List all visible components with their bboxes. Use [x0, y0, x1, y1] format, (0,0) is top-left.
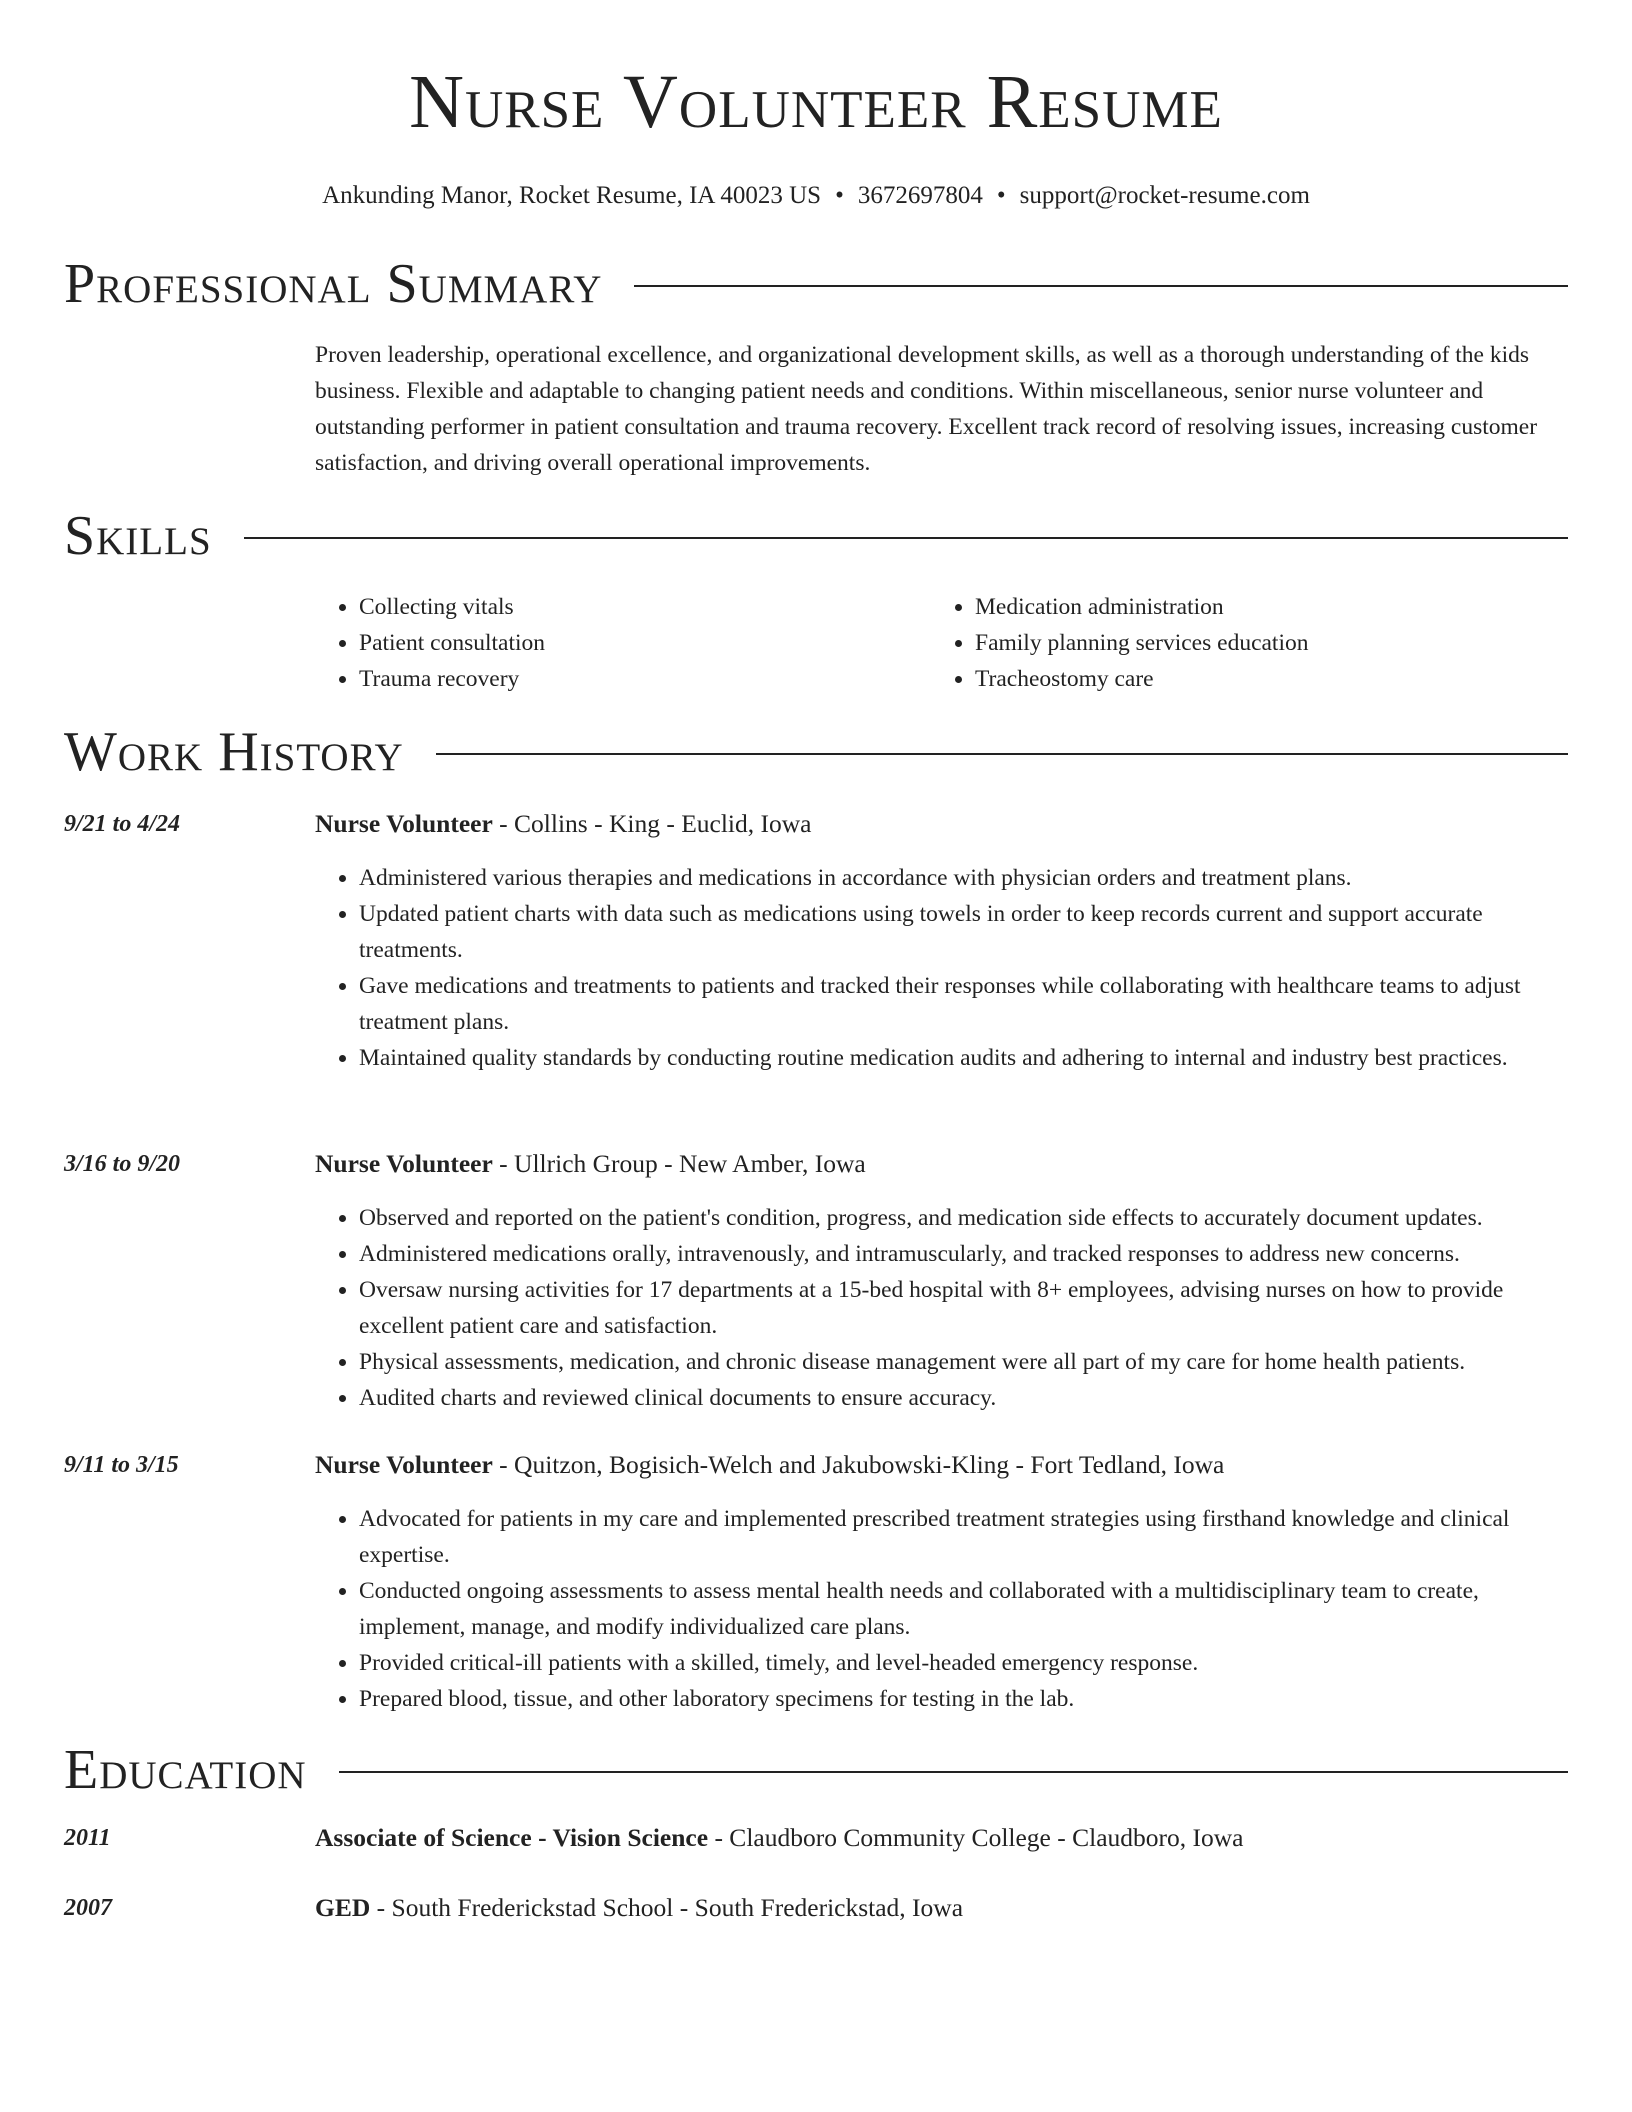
job-bullet: • Administered medications orally, intravenously, and intramuscularly, and tracked responses to address new concerns. [359, 1236, 1568, 1272]
job-details: - Ullrich Group - New Amber, Iowa [492, 1149, 866, 1178]
resume-title: Nurse Volunteer Resume [409, 60, 1223, 144]
education-section-header [64, 1738, 1568, 1802]
education-line [315, 1820, 1568, 1856]
skills-section-header [64, 504, 1568, 568]
skill-item: • Trauma recovery [359, 661, 931, 697]
education-details: - Claudboro Community College - Claudboro, Iowa [708, 1823, 1244, 1852]
job-title-line [315, 1146, 1568, 1182]
education-entry [315, 1890, 1568, 1926]
education-degree: GED [315, 1893, 371, 1922]
job-details: - Quitzon, Bogisich-Welch and Jakubowski-Kling - Fort Tedland, Iowa [492, 1450, 1225, 1479]
work-heading: Work History [64, 721, 404, 783]
contact-line [64, 180, 1568, 212]
section-divider [339, 1771, 1568, 1773]
address: Ankunding Manor, Rocket Resume, IA 40023 US [322, 182, 822, 209]
section-divider [634, 285, 1568, 287]
job-bullets [315, 860, 1568, 1076]
phone: 3672697804 [857, 182, 983, 209]
education-heading: Education [64, 1739, 307, 1801]
education-year: 2007 [64, 1895, 112, 1921]
section-divider [436, 753, 1568, 755]
job-bullet: • Maintained quality standards by conducting routine medication audits and adhering to internal and industry best practices. [359, 1040, 1568, 1076]
job-details: - Collins - King - Euclid, Iowa [492, 809, 812, 838]
contact-separator: • [835, 182, 844, 209]
job-bullet: • Advocated for patients in my care and implemented prescribed treatment strategies using firsthand knowledge and clinical expertise. [359, 1501, 1568, 1573]
job-bullets [315, 1501, 1568, 1717]
work-section-header [64, 720, 1568, 784]
email-link[interactable]: support@rocket-resume.com [1019, 182, 1310, 209]
education-details: - South Frederickstad School - South Frederickstad, Iowa [370, 1893, 964, 1922]
skill-item: • Collecting vitals [359, 589, 931, 625]
summary-block [315, 337, 1568, 481]
skills-heading: Skills [64, 505, 212, 567]
job-entry [315, 1146, 1568, 1416]
skills-column-left [315, 589, 931, 697]
job-bullet: • Audited charts and reviewed clinical documents to ensure accuracy. [359, 1380, 1568, 1416]
job-bullet: • Oversaw nursing activities for 17 departments at a 15-bed hospital with 8+ employees, advising nurses on how to provide excellent patient care and satisfaction. [359, 1272, 1568, 1344]
education-entry [315, 1820, 1568, 1856]
job-bullet: • Physical assessments, medication, and chronic disease management were all part of my care for home health patients. [359, 1344, 1568, 1380]
job-dates: 9/21 to 4/24 [64, 811, 181, 837]
job-entry [315, 1447, 1568, 1717]
skills-block [315, 589, 1568, 697]
contact-separator: • [996, 182, 1006, 209]
summary-section-header [64, 252, 1568, 316]
summary-heading: Professional Summary [64, 253, 603, 315]
education-line [315, 1890, 1568, 1926]
job-title: Nurse Volunteer [315, 1450, 493, 1479]
job-dates: 9/11 to 3/15 [64, 1452, 179, 1478]
skill-item: • Medication administration [975, 589, 1547, 625]
job-title-line [315, 1447, 1568, 1483]
summary-text: Proven leadership, operational excellence, and organizational development skills, as well as a thorough understanding of the kids business. Flexible and adaptable to changing patient needs and conditions. Within miscellaneous, senior nurse volunteer and outstanding performer in patient consultation and trauma recovery. Excellent track record of resolving issues, increasing customer satisfaction, and driving overall operational improvements. [315, 342, 1538, 476]
job-bullet: • Observed and reported on the patient's condition, progress, and medication side effects to accurately document updates. [359, 1200, 1568, 1236]
job-bullet: • Prepared blood, tissue, and other laboratory specimens for testing in the lab. [359, 1681, 1568, 1717]
job-title: Nurse Volunteer [315, 1149, 493, 1178]
skills-column-right [931, 589, 1547, 697]
job-bullet: • Provided critical-ill patients with a skilled, timely, and level-headed emergency response. [359, 1645, 1568, 1681]
section-divider [244, 537, 1568, 539]
job-bullet: • Conducted ongoing assessments to assess mental health needs and collaborated with a multidisciplinary team to create, implement, manage, and modify individualized care plans. [359, 1573, 1568, 1645]
skill-item: • Family planning services education [975, 625, 1547, 661]
job-dates: 3/16 to 9/20 [64, 1151, 181, 1177]
education-degree: Associate of Science - Vision Science [315, 1823, 709, 1852]
job-bullets [315, 1200, 1568, 1416]
job-title: Nurse Volunteer [315, 809, 493, 838]
job-bullet: • Updated patient charts with data such as medications using towels in order to keep records current and support accurate treatments. [359, 896, 1568, 968]
resume-page [64, 0, 1568, 1922]
skill-item: • Tracheostomy care [975, 661, 1547, 697]
skill-item: • Patient consultation [359, 625, 931, 661]
education-year: 2011 [64, 1825, 111, 1851]
job-bullet: • Administered various therapies and medications in accordance with physician orders and treatment plans. [359, 860, 1568, 896]
job-entry [315, 806, 1568, 1076]
job-title-line [315, 806, 1568, 842]
job-bullet: • Gave medications and treatments to patients and tracked their responses while collaborating with healthcare teams to adjust treatment plans. [359, 968, 1568, 1040]
